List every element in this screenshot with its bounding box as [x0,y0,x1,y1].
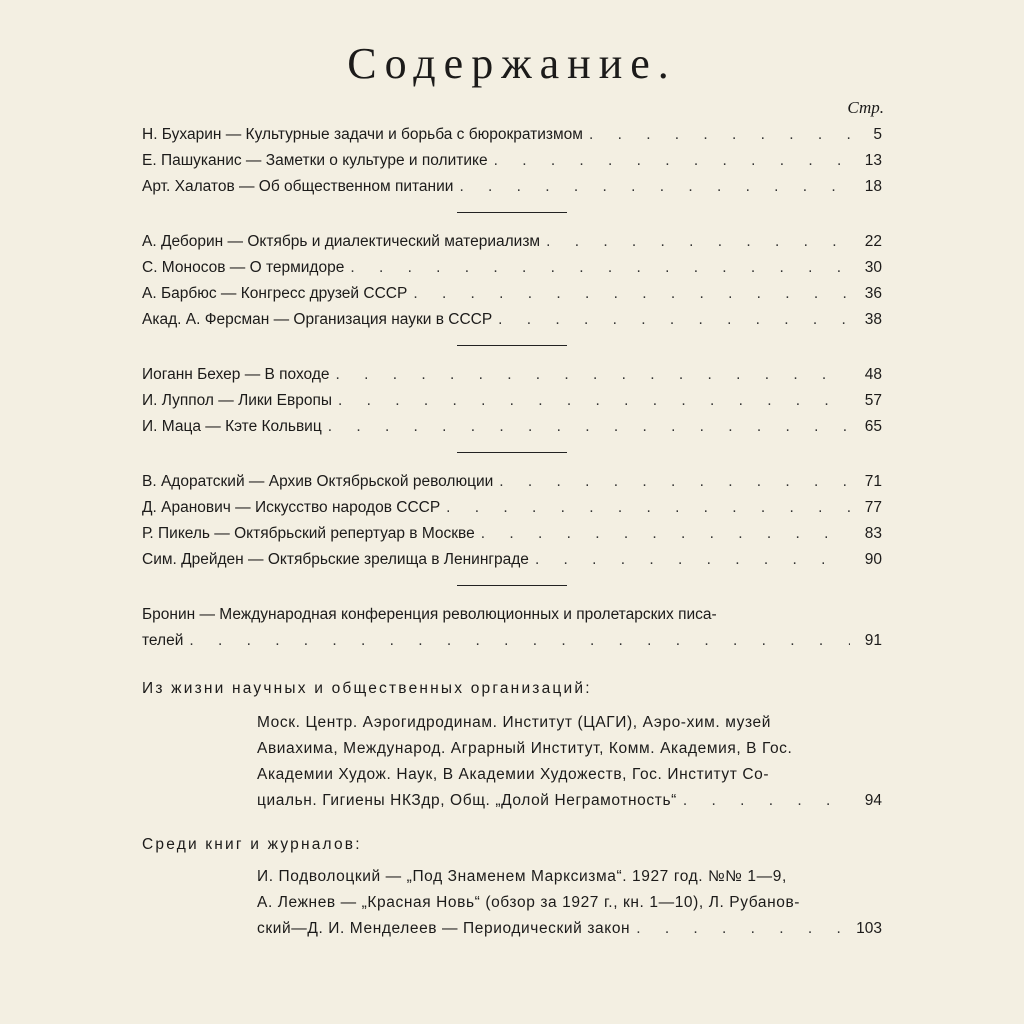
leader-dots [350,255,850,281]
section-divider [457,452,567,453]
page-column-label: Стр. [847,98,884,117]
toc-entry-text: Сим. Дрейден — Октябрьские зрелища в Ленинграде [142,551,529,568]
toc-entry-text: В. Адоратский — Архив Октябрьской революции [142,473,494,490]
section-divider [457,212,567,213]
toc-entry [142,122,882,148]
toc-page-number: 103 [856,920,882,937]
toc-entry [142,229,882,255]
toc-entry-text: Р. Пикель — Октябрьский репертуар в Москве [142,525,475,542]
toc-page-number: 48 [864,366,882,383]
toc-page-number: 77 [864,499,882,516]
toc-entry-text: С. Моносов — О термидоре [142,259,345,276]
org-section-block [142,710,882,814]
toc-page-number: 18 [864,178,882,195]
section-heading-organizations: Из жизни научных и общественных организаций: [142,680,592,697]
leader-dots [446,495,850,521]
toc-page-number: 57 [864,392,882,409]
leader-dots [338,388,850,414]
section-divider [457,585,567,586]
toc-page-number: 38 [864,311,882,328]
leader-dots [189,628,850,654]
toc-entry [142,521,882,547]
toc-groups [142,122,882,586]
books-line: И. Подволоцкий — „Под Знаменем Марксизма“. 1927 год. №№ 1—9, [257,868,787,885]
toc-page-number: 83 [864,525,882,542]
toc-page-number: 5 [873,126,882,143]
toc-entry [142,495,882,521]
books-section-block [142,864,882,942]
leader-dots [459,174,850,200]
leader-dots [683,788,850,814]
toc-entry [142,547,882,573]
toc-entry [142,174,882,200]
leader-dots [336,362,850,388]
leader-dots [589,122,850,148]
toc-entry-text: А. Барбюс — Конгресс друзей СССР [142,285,408,302]
toc-entry-text: Акад. А. Ферсман — Организация науки в СССР [142,311,493,328]
leader-dots [481,521,850,547]
toc-entry-text: Иоганн Бехер — В походе [142,366,330,383]
table-of-contents [142,122,882,942]
toc-entry-text: Арт. Халатов — Об общественном питании [142,178,454,195]
org-line: Авиахима, Международ. Аграрный Институт, Комм. Академия, В Гос. [257,740,793,757]
toc-page-number: 65 [864,418,882,435]
leader-dots [494,148,850,174]
toc-page-number: 22 [864,233,882,250]
toc-page-number: 30 [864,259,882,276]
leader-dots [413,281,850,307]
toc-page-number: 91 [864,632,882,649]
org-line: циальн. Гигиены НКЗдр, Общ. „Долой Неграмотность“ [257,792,677,809]
toc-page-number: 94 [864,792,882,809]
org-line: Моск. Центр. Аэрогидродинам. Институт (ЦАГИ), Аэро-хим. музей [257,714,772,731]
books-line: А. Лежнев — „Красная Новь“ (обзор за 1927 г., кн. 1—10), Л. Рубанов- [257,894,801,911]
toc-entry-bronin [142,602,882,654]
leader-dots [328,414,850,440]
toc-entry-text: А. Деборин — Октябрь и диалектический материализм [142,233,541,250]
leader-dots [546,229,850,255]
toc-page-number: 13 [864,152,882,169]
toc-entry-text: И. Луппол — Лики Европы [142,392,332,409]
toc-page-number: 90 [864,551,882,568]
toc-entry [142,388,882,414]
toc-entry [142,307,882,333]
books-line: ский—Д. И. Менделеев — Периодический закон [257,920,631,937]
org-line: Академии Худож. Наук, В Академии Художеств, Гос. Институт Со- [257,766,770,783]
leader-dots [535,547,850,573]
section-divider [457,345,567,346]
toc-entry-text: Д. Аранович — Искусство народов СССР [142,499,441,516]
toc-entry [142,414,882,440]
toc-entry-text: телей [142,632,184,649]
leader-dots [636,916,850,942]
toc-entry [142,469,882,495]
section-heading-books: Среди книг и журналов: [142,836,362,853]
toc-entry-text: Е. Пашуканис — Заметки о культуре и политике [142,152,488,169]
toc-entry-text: Н. Бухарин — Культурные задачи и борьба с бюрократизмом [142,126,583,143]
leader-dots [499,469,850,495]
leader-dots [498,307,850,333]
toc-entry [142,148,882,174]
toc-page-number: 36 [864,285,882,302]
page-title: Содержание. [347,39,677,88]
toc-entry-text: И. Маца — Кэте Кольвиц [142,418,322,435]
toc-entry-text: Бронин — Международная конференция революционных и пролетарских писа- [142,606,717,623]
toc-page-number: 71 [864,473,882,490]
toc-entry [142,255,882,281]
toc-entry [142,362,882,388]
toc-entry [142,281,882,307]
